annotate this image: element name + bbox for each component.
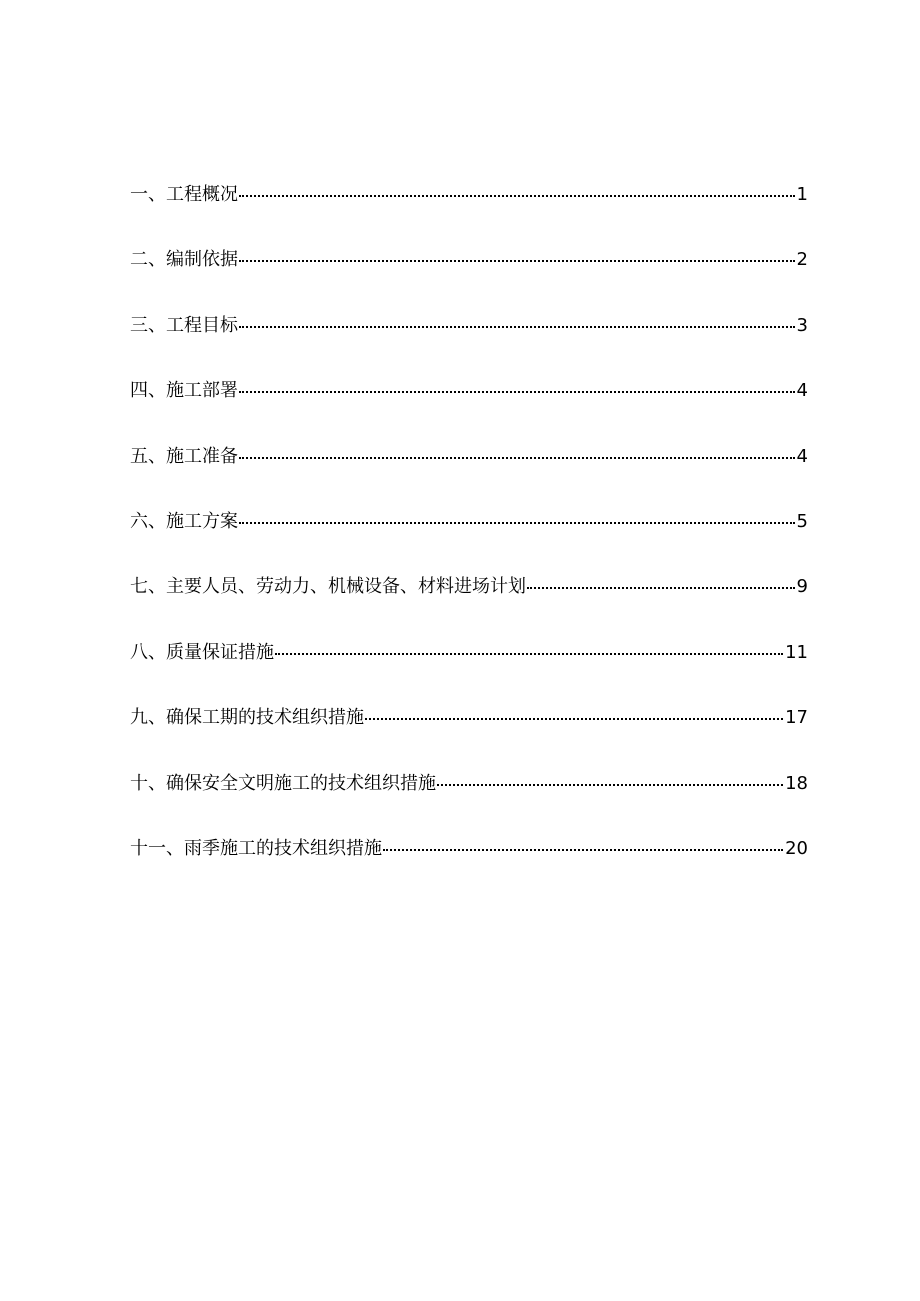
toc-entry-page: 1 — [796, 184, 808, 205]
toc-dot-leader — [437, 784, 783, 786]
toc-entry[interactable] — [130, 766, 808, 831]
toc-entry-page: 20 — [785, 837, 808, 859]
table-of-contents — [130, 177, 808, 896]
toc-entry-title: 四、施工部署 — [130, 380, 238, 402]
toc-entry[interactable] — [130, 308, 808, 373]
toc-entry[interactable] — [130, 635, 808, 700]
toc-entry-title: 十一、雨季施工的技术组织措施 — [130, 837, 382, 859]
toc-entry-title: 二、编制依据 — [130, 249, 238, 271]
toc-entry-page: 2 — [796, 249, 808, 271]
toc-dot-leader — [365, 718, 783, 720]
toc-entry-page: 11 — [785, 641, 808, 663]
toc-entry-page: 9 — [796, 576, 808, 598]
toc-dot-leader — [239, 326, 795, 328]
toc-entry-title: 九、确保工期的技术组织措施 — [130, 707, 364, 729]
toc-entry-page: 18 — [785, 772, 808, 794]
toc-entry-title: 五、施工准备 — [130, 445, 238, 467]
toc-entry-page: 5 — [796, 510, 808, 532]
toc-dot-leader — [527, 587, 795, 589]
toc-entry-page: 4 — [796, 445, 808, 467]
toc-entry-title: 三、工程目标 — [130, 314, 238, 336]
toc-dot-leader — [239, 522, 795, 524]
toc-entry-page: 3 — [796, 314, 808, 336]
toc-dot-leader — [275, 653, 783, 655]
toc-entry-title: 七、主要人员、劳动力、机械设备、材料进场计划 — [130, 576, 526, 598]
toc-entry[interactable] — [130, 373, 808, 438]
toc-entry-title: 八、质量保证措施 — [130, 641, 274, 663]
toc-dot-leader — [239, 391, 795, 393]
toc-entry-page: 17 — [785, 707, 808, 729]
toc-entry[interactable] — [130, 177, 808, 242]
toc-dot-leader — [239, 457, 795, 459]
toc-entry-title: 十、确保安全文明施工的技术组织措施 — [130, 772, 436, 794]
toc-entry[interactable] — [130, 700, 808, 765]
toc-entry[interactable] — [130, 439, 808, 504]
toc-entry[interactable] — [130, 569, 808, 634]
toc-entry[interactable] — [130, 504, 808, 569]
toc-entry[interactable] — [130, 242, 808, 307]
toc-dot-leader — [239, 260, 795, 262]
toc-dot-leader — [383, 849, 783, 851]
toc-entry-title: 一、工程概况 — [130, 184, 238, 205]
toc-entry-title: 六、施工方案 — [130, 510, 238, 532]
toc-entry-page: 4 — [796, 380, 808, 402]
toc-entry[interactable] — [130, 831, 808, 896]
toc-dot-leader — [239, 195, 795, 197]
